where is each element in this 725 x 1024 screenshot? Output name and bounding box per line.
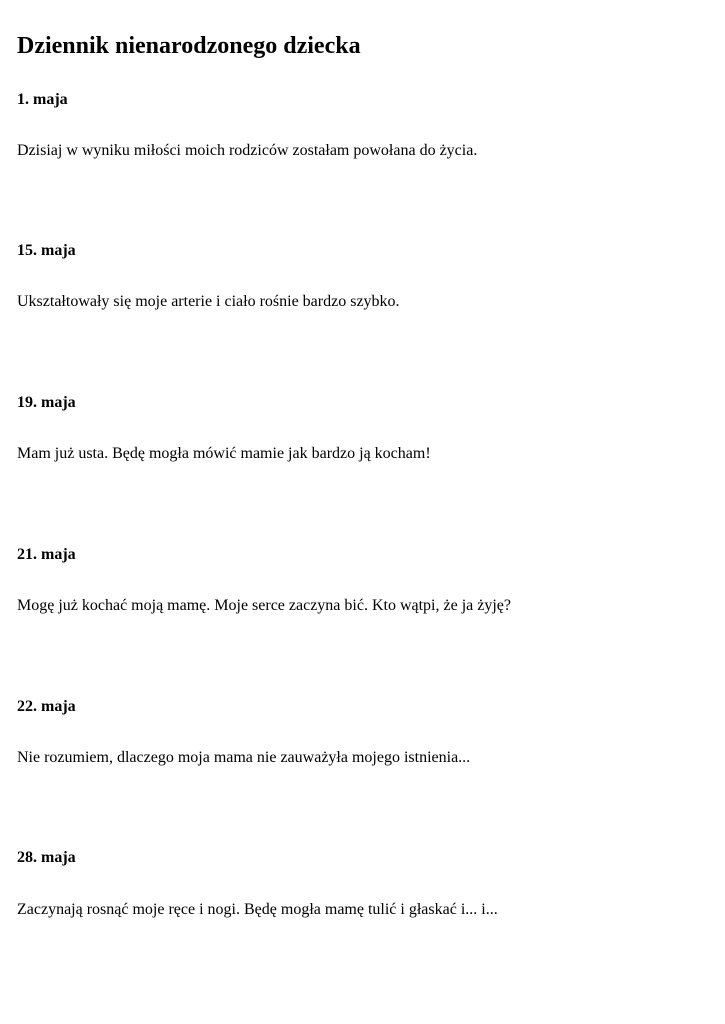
entry-date: 21. maja	[17, 546, 76, 563]
entry-date: 1. maja	[17, 91, 68, 108]
entry-date: 22. maja	[17, 698, 76, 715]
entry-text: Ukształtowały się moje arterie i ciało rośnie bardzo szybko.	[17, 293, 400, 310]
entry-date: 15. maja	[17, 242, 76, 259]
entry-text: Mogę już kochać moją mamę. Moje serce zaczyna bić. Kto wątpi, że ja żyję?	[17, 597, 511, 614]
entry-text: Mam już usta. Będę mogła mówić mamie jak bardzo ją kocham!	[17, 445, 431, 462]
entry-text: Nie rozumiem, dlaczego moja mama nie zauważyła mojego istnienia...	[17, 749, 471, 766]
entry-text: Dzisiaj w wyniku miłości moich rodziców zostałam powołana do życia.	[17, 142, 478, 159]
entry-date: 19. maja	[17, 394, 76, 411]
entry-text: Zaczynają rosnąć moje ręce i nogi. Będę mogła mamę tulić i głaskać i... i...	[17, 901, 498, 918]
entry-date: 28. maja	[17, 849, 76, 866]
document-title: Dziennik nienarodzonego dziecka	[17, 33, 361, 59]
